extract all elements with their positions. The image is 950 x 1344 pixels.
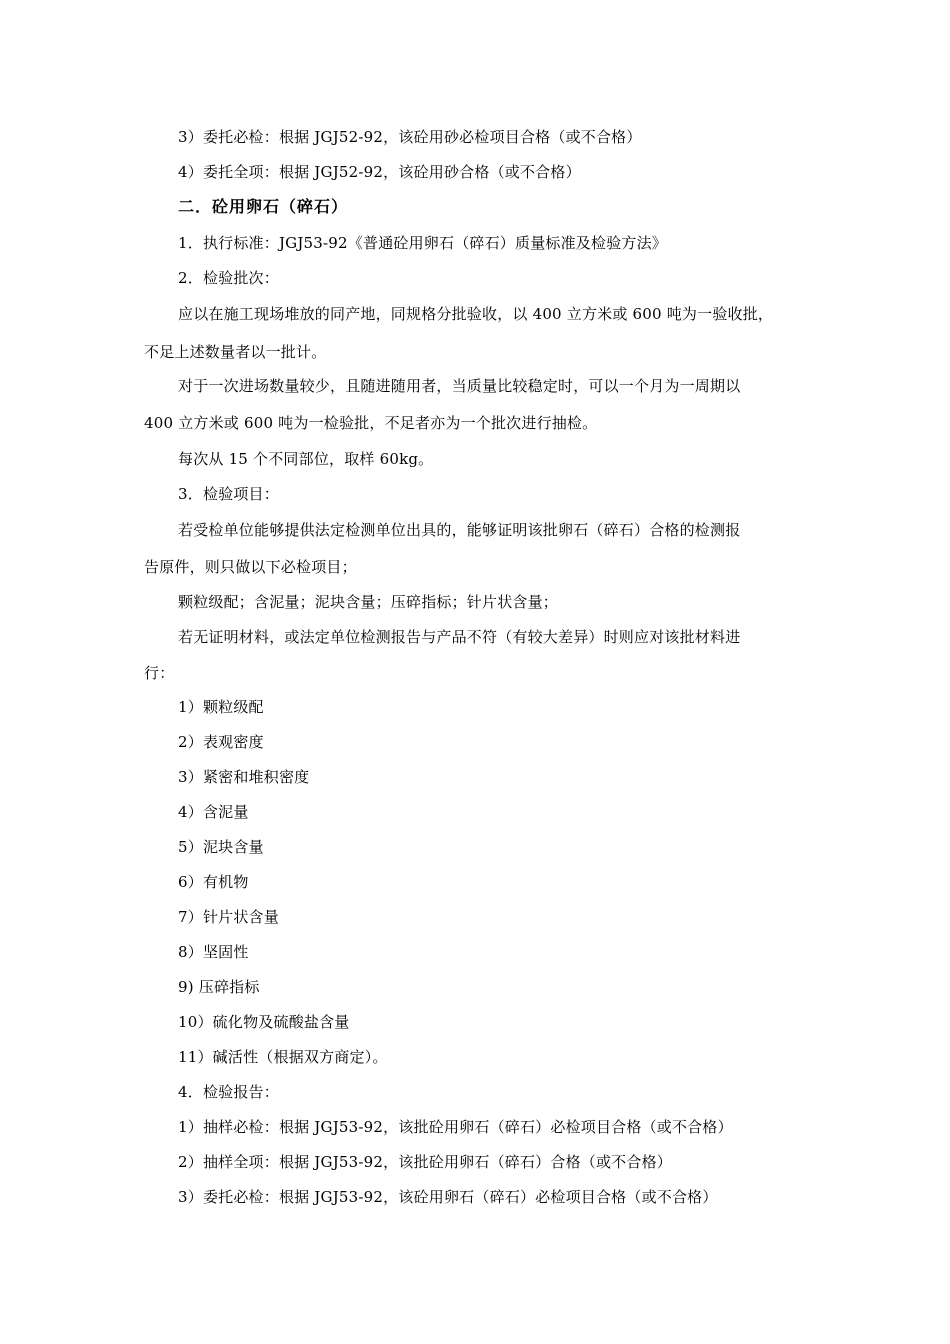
paragraph-sand-entrusted-required: 3）委托必检：根据 JGJ52-92，该砼用砂必检项目合格（或不合格） bbox=[178, 128, 642, 146]
paragraph-certificate-line-1: 若受检单位能够提供法定检测单位出具的，能够证明该批卵石（碎石）合格的检测报 bbox=[178, 521, 741, 539]
paragraph-no-proof-line-1: 若无证明材料，或法定单位检测报告与产品不符（有较大差异）时则应对该批材料进 bbox=[178, 628, 741, 646]
paragraph-no-proof-line-2: 行： bbox=[144, 664, 175, 682]
paragraph-standard: 1．执行标准：JGJ53-92《普通砼用卵石（碎石）质量标准及检验方法》 bbox=[178, 234, 667, 252]
paragraph-sand-entrusted-full: 4）委托全项：根据 JGJ52-92，该砼用砂合格（或不合格） bbox=[178, 163, 581, 181]
list-item: 10）硫化物及硫酸盐含量 bbox=[178, 1013, 350, 1031]
list-item: 7）针片状含量 bbox=[178, 908, 279, 926]
list-item: 1）颗粒级配 bbox=[178, 698, 264, 716]
paragraph-items-heading: 3．检验项目： bbox=[178, 485, 279, 503]
paragraph-required-items: 颗粒级配；含泥量；泥块含量；压碎指标；针片状含量； bbox=[178, 593, 559, 611]
paragraph-certificate-line-2: 告原件，则只做以下必检项目； bbox=[144, 558, 357, 576]
paragraph-small-qty-line-2: 400 立方米或 600 吨为一检验批，不足者亦为一个批次进行抽检。 bbox=[144, 414, 598, 432]
paragraph-batch-line-2: 不足上述数量者以一批计。 bbox=[144, 343, 327, 361]
paragraph-report-sample-full: 2）抽样全项：根据 JGJ53-92，该批砼用卵石（碎石）合格（或不合格） bbox=[178, 1153, 672, 1171]
paragraph-report-sample-required: 1）抽样必检：根据 JGJ53-92，该批砼用卵石（碎石）必检项目合格（或不合格） bbox=[178, 1118, 733, 1136]
paragraph-batch-heading: 2．检验批次： bbox=[178, 269, 279, 287]
list-item: 11）碱活性（根据双方商定）。 bbox=[178, 1048, 388, 1066]
list-item: 4）含泥量 bbox=[178, 803, 249, 821]
list-item: 5）泥块含量 bbox=[178, 838, 264, 856]
paragraph-report-heading: 4．检验报告： bbox=[178, 1083, 279, 1101]
paragraph-report-entrusted-required: 3）委托必检：根据 JGJ53-92，该砼用卵石（碎石）必检项目合格（或不合格） bbox=[178, 1188, 718, 1206]
list-item: 6）有机物 bbox=[178, 873, 249, 891]
paragraph-batch-line-1: 应以在施工现场堆放的同产地，同规格分批验收，以 400 立方米或 600 吨为一验收批， bbox=[178, 305, 774, 323]
paragraph-sampling: 每次从 15 个不同部位，取样 60kg。 bbox=[178, 450, 434, 468]
list-item: 9) 压碎指标 bbox=[178, 978, 260, 996]
list-item: 8）坚固性 bbox=[178, 943, 249, 961]
list-item: 3）紧密和堆积密度 bbox=[178, 768, 310, 786]
list-item: 2）表观密度 bbox=[178, 733, 264, 751]
paragraph-small-qty-line-1: 对于一次进场数量较少，且随进随用者，当质量比较稳定时，可以一个月为一周期以 bbox=[178, 377, 741, 395]
section-heading-gravel: 二．砼用卵石（碎石） bbox=[178, 197, 349, 216]
